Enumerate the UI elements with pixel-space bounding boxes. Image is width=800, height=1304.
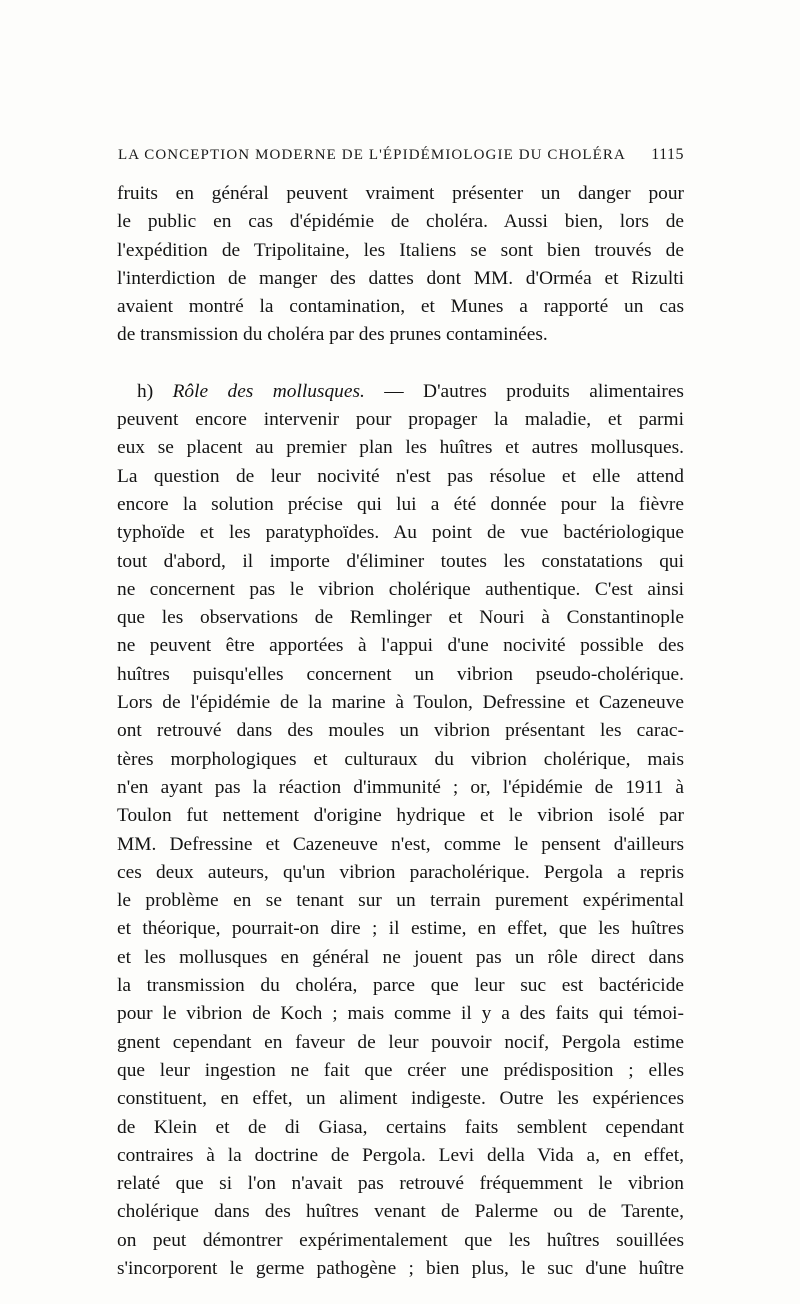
text-line: et les mollusques en général ne jouent pas un rôle direct dans [117,946,684,968]
text-line: Lors de l'épidémie de la marine à Toulon, Defressine et Cazeneuve [117,692,684,714]
section-lead-text: — D'autres produits alimentaires [384,380,684,402]
text-line: eux se placent au premier plan les huîtres et autres mollusques. [117,437,684,459]
text-line: fruits en général peuvent vraiment présenter un danger pour [117,183,684,204]
text-line: n'en ayant pas la réaction d'immunité ; or, l'épidémie de 1911 à [117,776,684,798]
text-line: typhoïde et les paratyphoïdes. Au point de vue bactériologique [117,522,684,544]
text-line: gnent cependant en faveur de leur pouvoir nocif, Pergola estime [117,1031,684,1053]
text-line: de transmission du choléra par des prunes contaminées. [117,324,548,346]
text-line: ne peuvent être apportées à l'appui d'une nocivité possible des [117,635,684,657]
running-header [118,146,684,164]
text-line: s'incorporent le germe pathogène ; bien plus, le suc d'une huître [117,1257,684,1279]
text-line: le public en cas d'épidémie de choléra. Aussi bien, lors de [117,211,684,233]
text-line: le problème en se tenant sur un terrain purement expérimental [117,890,684,912]
running-title: LA CONCEPTION MODERNE DE L'ÉPIDÉMIOLOGIE DU CHOLÉRA [118,147,626,163]
text-line: de Klein et de di Giasa, certains faits semblent cependant [117,1116,684,1138]
text-line: avaient montré la contamination, et Munes a rapporté un cas [117,296,684,318]
text-line: et théorique, pourrait-on dire ; il estime, en effet, que les huîtres [117,918,684,940]
text-line: l'interdiction de manger des dattes dont MM. d'Orméa et Rizulti [117,267,684,289]
text-line: tères morphologiques et culturaux du vibrion cholérique, mais [117,748,684,770]
text-line: que leur ingestion ne fait que créer une prédisposition ; elles [117,1059,684,1081]
text-line: ces deux auteurs, qu'un vibrion paracholérique. Pergola a repris [117,861,684,883]
section-marker: h) [137,380,154,402]
paragraph-spacer [117,350,684,378]
text-line: pour le vibrion de Koch ; mais comme il y a des faits qui témoi- [117,1003,684,1025]
section-heading-line [117,378,684,406]
page-number: 1115 [651,146,684,163]
page-body [117,180,684,1283]
text-line: Toulon fut nettement d'origine hydrique et le vibrion isolé par [117,805,684,827]
text-line: ne concernent pas le vibrion cholérique authentique. C'est ainsi [117,578,684,600]
text-line: on peut démontrer expérimentalement que les huîtres souillées [117,1229,684,1251]
text-line: huîtres puisqu'elles concernent un vibrion pseudo-cholérique. [117,663,684,685]
text-line: la transmission du choléra, parce que leur suc est bactéricide [117,975,684,997]
text-line: ont retrouvé dans des moules un vibrion présentant les carac- [117,720,684,742]
paragraph-fruits [117,180,684,350]
text-line: La question de leur nocivité n'est pas résolue et elle attend [117,465,684,487]
text-line: peuvent encore intervenir pour propager la maladie, et parmi [117,409,684,431]
text-line: que les observations de Remlinger et Nouri à Constantinople [117,607,684,629]
text-line: cholérique dans des huîtres venant de Palerme ou de Tarente, [117,1201,684,1223]
text-line: encore la solution précise qui lui a été donnée pour la fièvre [117,493,684,515]
section-heading: Rôle des mollusques. [172,380,365,402]
section-mollusques [117,378,684,1284]
text-line: contraires à la doctrine de Pergola. Levi della Vida a, en effet, [117,1144,684,1166]
text-line: relaté que si l'on n'avait pas retrouvé fréquemment le vibrion [117,1173,684,1195]
text-line: constituent, en effet, un aliment indigeste. Outre les expériences [117,1088,684,1110]
text-line: MM. Defressine et Cazeneuve n'est, comme le pensent d'ailleurs [117,833,684,855]
text-line: l'expédition de Tripolitaine, les Italiens se sont bien trouvés de [117,239,684,261]
text-line: tout d'abord, il importe d'éliminer toutes les constatations qui [117,550,684,572]
